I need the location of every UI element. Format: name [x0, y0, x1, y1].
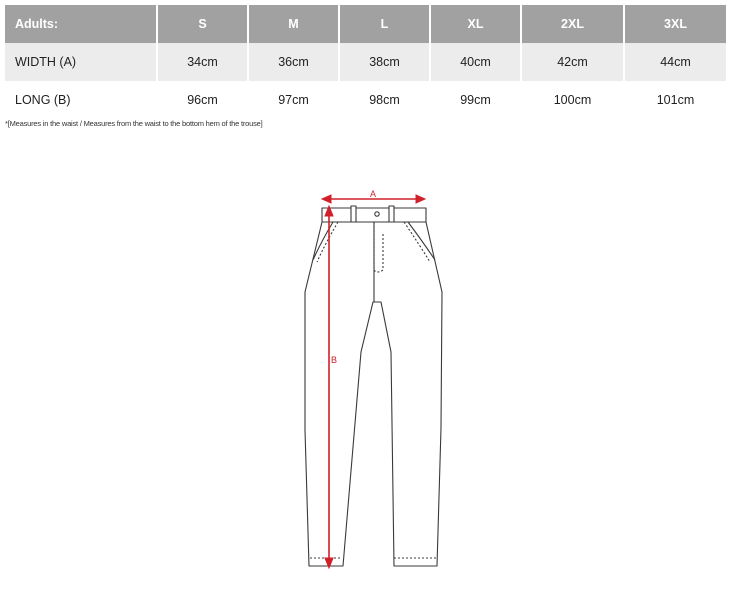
table-cell: 96cm	[158, 81, 247, 119]
measure-a-label: A	[369, 189, 377, 199]
table-cell: 97cm	[249, 81, 338, 119]
trousers-outline	[305, 206, 442, 566]
header-cell-l: L	[340, 5, 429, 43]
header-cell-2xl: 2XL	[522, 5, 623, 43]
size-chart-table	[3, 5, 728, 119]
measure-b-label: B	[331, 355, 338, 365]
measurement-note: *[Measures in the waist / Measures from the waist to the bottom hem of the trouse]	[5, 119, 263, 128]
row-label: WIDTH (A)	[5, 43, 156, 81]
header-cell-s: S	[158, 5, 247, 43]
table-row-width	[5, 43, 726, 81]
header-cell-3xl: 3XL	[625, 5, 726, 43]
table-cell: 100cm	[522, 81, 623, 119]
table-cell: 98cm	[340, 81, 429, 119]
table-cell: 36cm	[249, 43, 338, 81]
belt-loop-right	[389, 206, 394, 224]
table-cell: 101cm	[625, 81, 726, 119]
header-cell-m: M	[249, 5, 338, 43]
belt-loop-left	[351, 206, 356, 224]
table-cell: 44cm	[625, 43, 726, 81]
table-row-long	[5, 81, 726, 119]
table-cell: 42cm	[522, 43, 623, 81]
table-cell: 99cm	[431, 81, 520, 119]
table-header-row	[5, 5, 726, 43]
table-cell: 34cm	[158, 43, 247, 81]
header-cell-xl: XL	[431, 5, 520, 43]
table-cell: 38cm	[340, 43, 429, 81]
header-cell-adults: Adults:	[5, 5, 156, 43]
waistband	[322, 208, 426, 222]
table-cell: 40cm	[431, 43, 520, 81]
row-label: LONG (B)	[5, 81, 156, 119]
trousers-diagram	[295, 182, 455, 577]
